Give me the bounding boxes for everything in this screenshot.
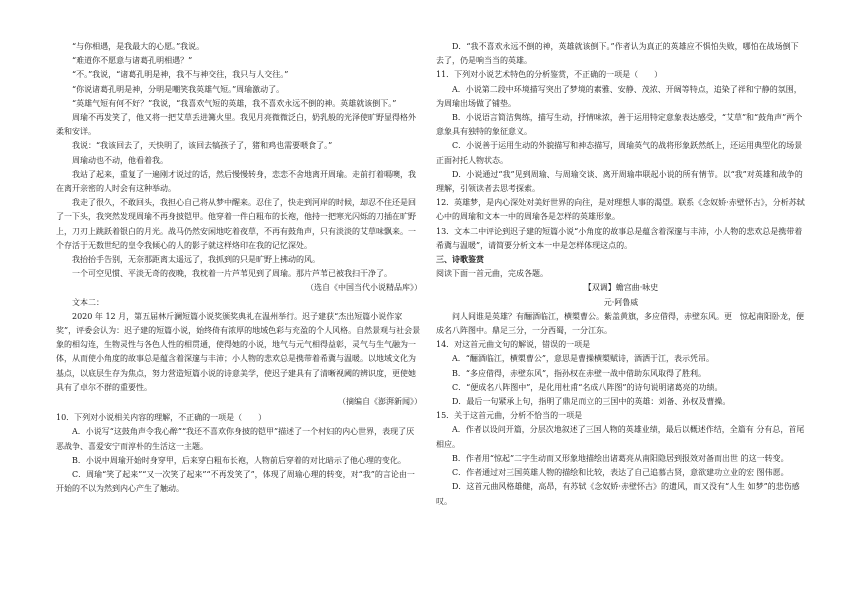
paragraph: 我走了很久，不敢回头，我担心自己将从梦中醒来。忍住了，快走到河岸的时候，却忍不住还是回了一下头，我突然发现周瑜不再身披铠甲。他穿着一件白粗布的长袍，他持一把寒光闪烁的刀插在旷野上，刀刃上跳跃着银白的月光。战马仍然安闲地吃着夜草，不再有鼓角声，只有淡淡的艾草味飘来。一个存活于无数世纪的皇令我倾心的人的影子就这样烙印在我的记忆深处。: [56, 198, 416, 250]
paragraph: 我抬抬手告别，无奈那距离太遥远了，我抓到的只是旷野上拂动的风。: [72, 255, 320, 265]
answer-option: D．这首元曲风格雄健，高昂，有苏轼《念奴娇·赤壁怀古》的遗风，而又没有“人生 如梦”的悲伤感叹。: [436, 482, 800, 506]
paragraph: “不。”我说，“诸葛孔明是神，我不与神交往，我只与人交往。”: [72, 70, 289, 80]
answer-option: B．作者用“惊起”二字生动而又形象地描绘出诸葛亮从南阳隐居到报效对备而出世 的这一转变。: [452, 453, 789, 463]
answer-option: B．小说语言简洁隽练，描写生动，抒情味浓，善于运用特定意象表达感受，“艾草”和“鼓角声”两个意象具有独特的象征意义。: [436, 113, 803, 137]
question: 14．对这首元曲文句的解说，错误的一项是: [436, 340, 591, 350]
instruction: 阅读下面一首元曲，完成各题。: [436, 269, 548, 279]
answer-option: C．周瑜“笑了起来”“又一次笑了起来”“不再发笑了”，体现了周瑜心理的转变，对“我”的言论由一开始的不以为然到内心产生了触动。: [56, 470, 415, 494]
question: 10．下列对小说相关内容的理解，不正确的一项是（ ）: [56, 413, 267, 423]
answer-option: D．小说通过“我”见到周瑜、与周瑜交谈、离开周瑜串联起小说的所有情节。以“我”对英雄和战争的理解，引领读者去思考探索。: [436, 169, 803, 194]
question: 12．英雄梦，是内心深处对美好世界的向往，是对理想人事的渴望。联系《念奴娇·赤壁怀古》，分析苏轼心中的周瑜和文本一中的周瑜各是怎样的英雄形象。: [436, 198, 805, 222]
answer-option: B．“多应借得，赤壁东风”，指孙权在赤壁一战中借助东风取得了胜利。: [452, 368, 707, 378]
poem-text: 问人间谁是英雄？有酾酒临江，横槊曹公。紫盖黄旗，多应借得，赤壁东风。更 惊起南阳卧龙，便成名八阵图中。鼎足三分，一分西蜀，一分江东。: [436, 311, 804, 336]
answer-option: D．“我不喜欢永远不倒的神，英雄就该倒下。”作者认为真正的英雄应不惧怕失败，哪怕在战场倒下去了，仍是响当当的英雄。: [436, 42, 799, 66]
left-column: [56, 40, 422, 497]
answer-option: A．作者以设问开篇，分层次地叙述了三国人物的英雄业绩，最后以概述作结，全篇有 分有总，首尾相应。: [436, 425, 805, 449]
answer-option: B．小说中周瑜开始时身穿甲，后来穿白粗布长袍，人物前后穿着的对比暗示了他心理的变化。: [72, 455, 406, 465]
answer-option: A．小说第二段中环境描写突出了梦境的素雅、安静、茂浓、开阔等特点，追染了祥和宁静的氛围，为周瑜出场做了铺垫。: [436, 84, 802, 108]
answer-option: A．“酾酒临江，横槊曹公”，意思是曹操横槊赋诗，酒洒于江，表示凭吊。: [452, 354, 714, 364]
question: 15．关于这首元曲，分析不恰当的一项是: [436, 411, 583, 421]
answer-option: D．最后一句紧承上句，指明了鼎足而立的三国中的英雄：刘备、孙权及曹操。: [452, 397, 731, 407]
paragraph: 我说：“我该回去了，天快明了，该回去犒孩子了，猪和鸡也需要喂食了。”: [72, 141, 333, 151]
paragraph: 2020 年 12 月，第五届林斤澜短篇小说奖颁奖典礼在温州举行。迟子建获“杰出短篇小说作家奖”，评委会认为：迟子建的短篇小说，始终倚有浓厚的地域色彩与充盈的个人风格。自然景观与社会景象的相勾连，生物灵性与各色人性的相贯通，使得她的小说，地气与元气相得益彰，灵气与生气融为一体，从而使小角度的故事总是蕴含着深邃与丰沛；小人物的悲欢总是携带着希冀与温暖。以地域文化为基点，以底层生存为焦点，努力营造短篇小说的诗意美学，使迟子建具有了清晰视阈的辨识度，更使她具有了卓尔不群的重要性。: [56, 311, 421, 392]
source-citation: （选自《中国当代小说精品库》）: [306, 283, 422, 293]
poem-title: 【双调】蟾宫曲·咏史: [583, 283, 659, 293]
source-citation: （摘编自《澎湃新闻》）: [338, 397, 422, 407]
paragraph: “难道你不愿意与诸葛孔明相遇？”: [72, 56, 193, 66]
paragraph: 我站了起来，重复了一遍刚才说过的话，然后慢慢转身，恋恋不舍地离开周瑜。走前打着嗝噢，我在离开亲密的人时会有这种举动。: [56, 169, 416, 194]
paragraph: 周瑜动也不动，他看着我。: [72, 155, 168, 165]
right-column: [436, 40, 806, 509]
poem-author: 元·阿鲁威: [603, 297, 639, 307]
question: 11．下列对小说艺术特色的分析鉴赏，不正确的一项是（ ）: [436, 70, 663, 80]
answer-option: A．小说写“这鼓角声令我心醉”“我还不喜欢你身披的铠甲”描述了一个村妇的内心世界，表现了厌恶战争、喜爱安宁而淳朴的生活这一主题。: [56, 427, 415, 451]
answer-option: C．“便成名八阵图中”，是化用杜甫“名成八阵图”的诗句说明诸葛亮的功绩。: [452, 382, 723, 392]
answer-option: C．作者通过对三国英雄人物的描绘和比较，表达了自己追慕古贤，意欲建功立业的宏 图伟愿。: [452, 468, 789, 478]
question: 13．文本二中评论到迟子建的短篇小说“小角度的故事总是蕴含着深邃与丰沛，小人物的悲欢总是携带着希冀与温暖”，请简要分析文本一中是怎样体现这点的。: [436, 226, 803, 250]
section-label: 文本二：: [72, 297, 104, 307]
paragraph: 一个可空见惯、平淡无奇的夜晚，我枕着一片芦苇见到了周瑜。那片芦苇已被我扫干净了。: [72, 269, 392, 279]
section-heading: 三、诗歌鉴赏: [436, 255, 484, 265]
paragraph: “英雄气短有何不好？”我说，“我喜欢气短的英雄，我不喜欢永远不倒的神。英雄就该倒下。”: [72, 98, 397, 108]
answer-option: C．小说善于运用生动的外貌描写和神态描写，周瑜英气的战将形象跃然纸上，还运用典型化的场景正面衬托人物状态。: [436, 141, 803, 165]
paragraph: “你说诸葛孔明是神，分明是嘲笑我英雄气短。”周瑜激动了。: [72, 84, 285, 94]
paragraph: “与你相遇，是我最大的心愿。”我说。: [72, 42, 205, 51]
paragraph: 周瑜不再发笑了，他又将一把艾草丢进篝火里。我见月亮微微泛白，奶乳般的光泽使旷野显得格外柔和安详。: [56, 113, 416, 137]
